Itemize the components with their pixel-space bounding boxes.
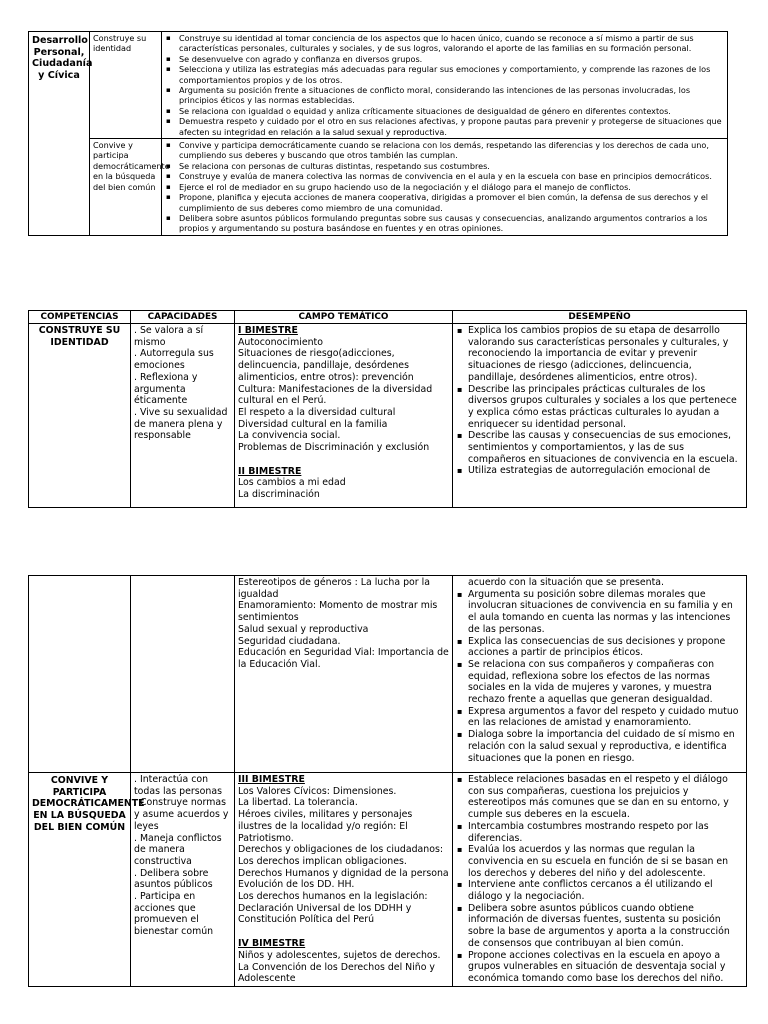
list-item: ▪ Establece relaciones basadas en el respeto y el diálogo con sus compañeras, cuestiona los prejuicios y estereotipos más comunes que se dan en su entorno, y cumple sus deberes en la escuela. — [468, 774, 743, 821]
list-item: ▪ Dialoga sobre la importancia del cuidado de sí mismo en relación con la salud sexual y reproductiva, e identifica situaciones que la ponen en riesgo. — [468, 729, 743, 764]
thematic-field-cell — [235, 773, 453, 987]
capacities-cell-empty — [131, 576, 235, 773]
table-row — [29, 773, 747, 987]
topic-item: Héroes civiles, militares y personajes ilustres de la localidad y/o región: El Patriotismo. — [238, 809, 413, 844]
table-header-row — [29, 311, 747, 324]
list-item: ▪ Delibera sobre asuntos públicos formulando preguntas sobre sus causas y consecuencias, analizando argumentos contrarios a los propios y argumentando su postura basándose en fuentes y en otras opiniones. — [179, 213, 724, 234]
performance-cell — [453, 576, 747, 773]
capacity-item: . Reflexiona y argumenta éticamente — [134, 371, 198, 407]
topic-item: El respeto a la diversidad cultural — [238, 406, 396, 418]
table-row — [29, 139, 728, 236]
list-item: ▪ Expresa argumentos a favor del respeto y cuidado mutuo en las relaciones de amistad y enamoramiento. — [468, 706, 743, 729]
topic-item: Derechos y obligaciones de los ciudadanos: Los derechos implican obligaciones. — [238, 844, 444, 867]
topic-item: La convivencia social. — [238, 430, 341, 442]
capacity-item: . Maneja conflictos de manera constructiva — [134, 832, 222, 867]
list-item: ▪ Se relaciona con igualdad o equidad y anliza críticamente situaciones de desigualdad de género en diferentes contextos. — [179, 106, 724, 116]
column-header: COMPETENCIAS — [29, 311, 131, 324]
competency-description — [162, 32, 728, 139]
list-item: ▪ Delibera sobre asuntos públicos cuando obtiene información de diversas fuentes, sustenta su posición sobre la base de argumentos y aporta a la construcción de consensos que contribuyan al bien común. — [468, 903, 743, 950]
capacities-cell — [131, 773, 235, 987]
capacity-item: . Vive su sexualidad de manera plena y responsable — [134, 406, 228, 442]
topic-item: Enamoramiento: Momento de mostrar mis sentimientos — [238, 600, 438, 624]
capacity-item: . Participa en acciones que promueven el bienestar común — [134, 891, 214, 938]
area-competencies-table — [28, 31, 728, 236]
capacity-item: . Construye normas y asume acuerdos y leyes — [134, 797, 229, 832]
list-item: ▪ Propone, planifica y ejecuta acciones de manera cooperativa, dirigidas a promover el bien común, la defensa de sus derechos y el cumplimiento de sus deberes como miembro de una comunidad. — [179, 192, 724, 213]
list-item: ▪ Intercambia costumbres mostrando respeto por las diferencias. — [468, 821, 743, 844]
area-title: Desarrollo Personal, Ciudadanía y Cívica — [29, 32, 90, 236]
topic-item: Evolución de los DD. HH. — [238, 879, 355, 891]
topic-item: Situaciones de riesgo(adicciones, delincuencia, pandillaje, desórdenes alimenticios, entre otros): prevención — [238, 348, 414, 383]
continued-text: acuerdo con la situación que se presenta. — [468, 577, 665, 588]
list-item: ▪ Ejerce el rol de mediador en su grupo haciendo uso de la negociación y el diálogo para el manejo de conflictos. — [179, 182, 724, 192]
capacity-item: . Se valora a sí mismo — [134, 325, 204, 348]
list-item: ▪ Se desenvuelve con agrado y confianza en diversos grupos. — [179, 54, 724, 64]
list-item: ▪ Interviene ante conflictos cercanos a él utilizando el diálogo y la negociación. — [468, 879, 743, 902]
competency-cell: CONVIVE Y PARTICIPA DEMOCRÁTICAMENTE EN LA BÚSQUEDA DEL BIEN COMÚN — [29, 773, 131, 987]
list-item: ▪ Convive y participa democráticamente cuando se relaciona con los demás, respetando las diferencias y los derechos de cada uno, cumpliendo sus deberes y buscando que otros también las cumplan. — [179, 140, 724, 161]
list-item: ▪ Argumenta su posición frente a situaciones de conflicto moral, considerando las intenciones de las personas involucradas, los principios éticos y las normas establecidas. — [179, 85, 724, 106]
competency-cell: CONSTRUYE SU IDENTIDAD — [29, 324, 131, 508]
topic-item: Los cambios a mi edad — [238, 477, 346, 489]
topic-item: La discriminación — [238, 489, 320, 501]
list-item: ▪ Explica los cambios propios de su etapa de desarrollo valorando sus características personales y culturales, y reconociendo la importancia de evitar y prevenir situaciones de riesgo (adicciones, delincuencia, pandillaje, desórdenes alimenticios, entre otros). — [468, 325, 743, 384]
column-header: CAMPO TEMÁTICO — [235, 311, 453, 324]
thematic-field-cell — [235, 576, 453, 773]
list-item: ▪ Evalúa los acuerdos y las normas que regulan la convivencia en su escuela en función de si se basan en los derechos y deberes del niño y del adolescente. — [468, 844, 743, 879]
capacities-cell — [131, 324, 235, 508]
performance-cell — [453, 773, 747, 987]
topic-item: Los derechos humanos en la legislación: Declaración Universal de los DDHH y Constitución Política del Perú — [238, 891, 428, 926]
competency-name: Convive y participa democráticamente en la búsqueda del bien común — [90, 139, 162, 236]
capacity-item: . Interactúa con todas las personas — [134, 774, 222, 797]
topic-item: Niños y adolescentes, sujetos de derechos. — [238, 949, 441, 961]
topic-item: la Educación Vial. — [238, 658, 321, 670]
list-item: ▪ Se relaciona con personas de culturas distintas, respetando sus costumbres. — [179, 161, 724, 171]
performance-cell — [453, 324, 747, 508]
list-item: ▪ Demuestra respeto y cuidado por el otro en sus relaciones afectivas, y propone pautas para prevenir y protegerse de situaciones que afecten su integridad en relación a la salud sexual y reproductiva. — [179, 116, 724, 137]
planning-table-page2 — [28, 575, 747, 987]
competency-cell-empty — [29, 576, 131, 773]
list-item: ▪ Propone acciones colectivas en la escuela en apoyo a grupos vulnerables en situación de desventaja social y económica tomando como base los derechos del niño. — [468, 950, 743, 985]
bimester-heading: II BIMESTRE — [238, 465, 302, 477]
topic-item: La Convención de los Derechos del Niño y Adolescente — [238, 961, 435, 985]
thematic-field-cell — [235, 324, 453, 508]
table-row — [29, 324, 747, 508]
column-header: DESEMPEÑO — [453, 311, 747, 324]
topic-item: Derechos Humanos y dignidad de la persona — [238, 867, 449, 879]
list-item: ▪ Describe las causas y consecuencias de sus emociones, sentimientos y comportamientos, y las de sus compañeros en situaciones de convivencia en la escuela. — [468, 430, 743, 465]
topic-item: Autoconocimiento — [238, 336, 323, 348]
competency-description — [162, 139, 728, 236]
topic-item: Cultura: Manifestaciones de la diversidad cultural en el Perú. — [238, 383, 433, 407]
topic-item: La libertad. La tolerancia. — [238, 797, 358, 809]
bimester-heading: III BIMESTRE — [238, 774, 305, 785]
topic-item: Seguridad ciudadana. — [238, 635, 341, 647]
topic-item: Salud sexual y reproductiva — [238, 623, 369, 635]
bimester-heading: I BIMESTRE — [238, 325, 298, 336]
planning-table-page1 — [28, 310, 747, 508]
list-item: ▪ Construye su identidad al tomar conciencia de los aspectos que lo hacen único, cuando se reconoce a sí mismo a partir de sus características personales, culturales y sociales, y de sus logros, valorando el aporte de las familias en su formación personal. — [179, 33, 724, 54]
list-item: ▪ Describe las principales prácticas culturales de los diversos grupos culturales y sociales a los que pertenece y explica cómo estas prácticas culturales lo ayudan a enriquecer su identidad personal. — [468, 384, 743, 431]
list-item: ▪ Utiliza estrategias de autorregulación emocional de — [468, 465, 743, 477]
bimester-heading: IV BIMESTRE — [238, 938, 306, 950]
list-item: ▪ Explica las consecuencias de sus decisiones y propone acciones a partir de principios éticos. — [468, 636, 743, 659]
topic-item: Estereotipos de géneros : La lucha por la igualdad — [238, 577, 430, 600]
topic-item: Diversidad cultural en la familia — [238, 418, 388, 430]
capacity-item: . Autorregula sus emociones — [134, 348, 214, 372]
list-item: ▪ Se relaciona con sus compañeros y compañeras con equidad, reflexiona sobre los efectos de las normas sociales en la vida de mujeres y varones, y muestra rechazo frente a aquellas que generan desigualdad. — [468, 659, 743, 706]
list-item: ▪ Selecciona y utiliza las estrategias más adecuadas para regular sus emociones y comportamiento, y comprende las razones de los comportamientos propios y de los otros. — [179, 64, 724, 85]
list-item: ▪ Argumenta su posición sobre dilemas morales que involucran situaciones de convivencia en su familia y en el aula tomando en cuenta las normas y las intenciones de las personas. — [468, 589, 743, 636]
column-header: CAPACIDADES — [131, 311, 235, 324]
capacity-item: . Delibera sobre asuntos públicos — [134, 867, 213, 891]
competency-name: Construye su identidad — [90, 32, 162, 139]
topic-item: Problemas de Discriminación y exclusión — [238, 442, 430, 454]
list-item: ▪ Construye y evalúa de manera colectiva las normas de convivencia en el aula y en la escuela con base en principios democráticos. — [179, 171, 724, 181]
table-row — [29, 32, 728, 139]
topic-item: Los Valores Cívicos: Dimensiones. — [238, 785, 397, 797]
table-row — [29, 576, 747, 773]
topic-item: Educación en Seguridad Vial: Importancia de — [238, 647, 449, 659]
